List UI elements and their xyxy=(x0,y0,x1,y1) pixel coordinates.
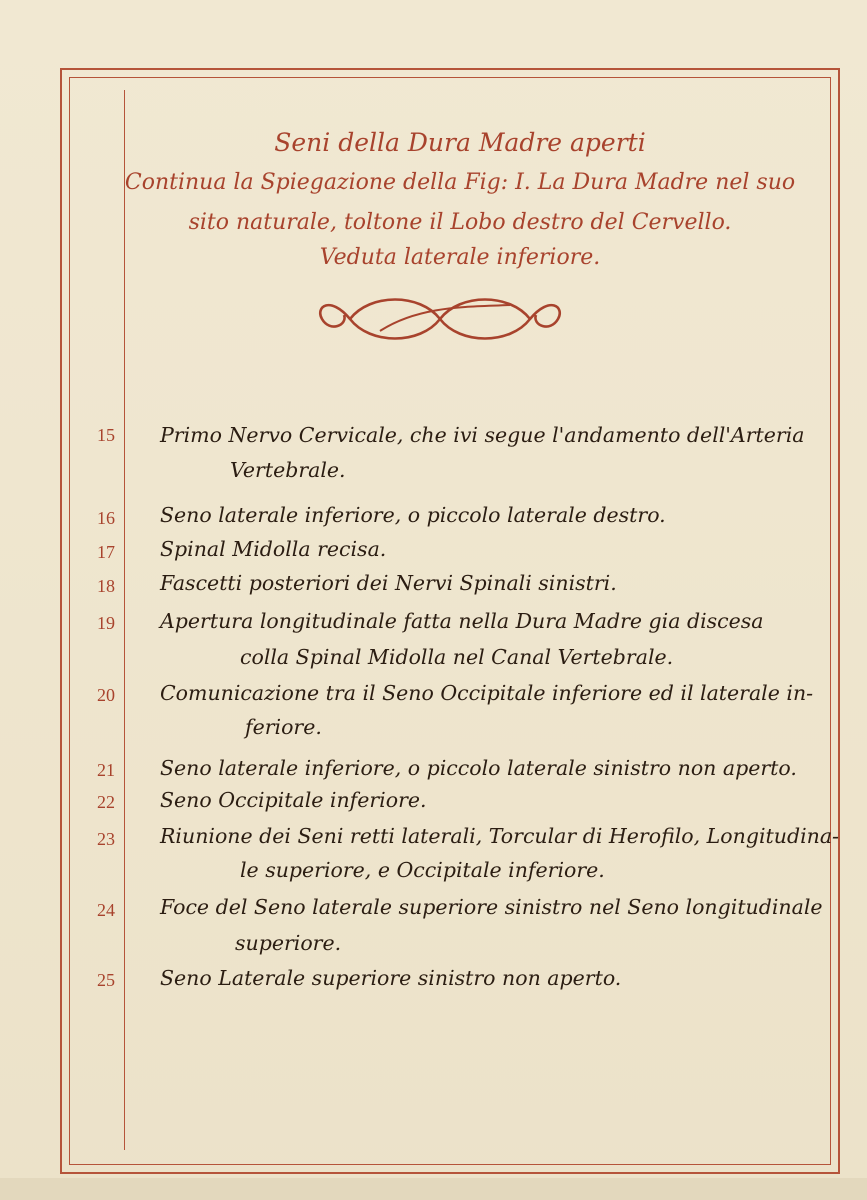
entry-number: 18 xyxy=(97,576,115,596)
entry-number: 16 xyxy=(97,508,115,528)
page-title: Seni della Dura Madre aperti xyxy=(274,128,646,157)
entry-number: 19 xyxy=(97,613,115,633)
entry-number: 22 xyxy=(97,792,115,812)
entry-number: 23 xyxy=(97,829,115,849)
entry-text: Seno Occipitale inferiore. xyxy=(160,788,427,812)
entry-text: superiore. xyxy=(235,931,342,955)
entry-text: Seno Laterale superiore sinistro non aperto. xyxy=(160,966,622,990)
entry-number: 17 xyxy=(97,542,115,562)
paper-edge xyxy=(0,1178,867,1200)
entry-text: Apertura longitudinale fatta nella Dura Madre gia discesa xyxy=(160,609,764,633)
entry-number: 24 xyxy=(97,900,115,920)
entry-text: Vertebrale. xyxy=(230,458,346,482)
entry-text: Primo Nervo Cervicale, che ivi segue l'andamento dell'Arteria xyxy=(160,423,805,447)
entry-text: Seno laterale inferiore, o piccolo laterale sinistro non aperto. xyxy=(160,756,797,780)
entry-number: 15 xyxy=(97,425,115,445)
entry-text: le superiore, e Occipitale inferiore. xyxy=(240,858,605,882)
entry-text: Comunicazione tra il Seno Occipitale inferiore ed il laterale in- xyxy=(160,681,814,705)
subtitle-line-2: sito naturale, toltone il Lobo destro del Cervello. xyxy=(188,210,732,235)
entry-number: 25 xyxy=(97,970,115,990)
entry-number: 21 xyxy=(97,760,115,780)
entry-text: Seno laterale inferiore, o piccolo laterale destro. xyxy=(160,503,666,527)
entry-text: Riunione dei Seni retti laterali, Torcular di Herofilo, Longitudina- xyxy=(160,824,839,848)
calligraphic-flourish xyxy=(310,285,570,353)
subtitle-line-3: Veduta laterale inferiore. xyxy=(319,245,601,270)
subtitle-line-1: Continua la Spiegazione della Fig: I. La Dura Madre nel suo xyxy=(124,170,796,195)
entry-text: feriore. xyxy=(245,715,322,739)
entry-number: 20 xyxy=(97,685,115,705)
entry-text: Spinal Midolla recisa. xyxy=(160,537,387,561)
entry-text: Fascetti posteriori dei Nervi Spinali sinistri. xyxy=(160,571,617,595)
entry-text: Foce del Seno laterale superiore sinistro nel Seno longitudinale xyxy=(160,895,823,919)
entry-text: colla Spinal Midolla nel Canal Vertebrale. xyxy=(240,645,674,669)
